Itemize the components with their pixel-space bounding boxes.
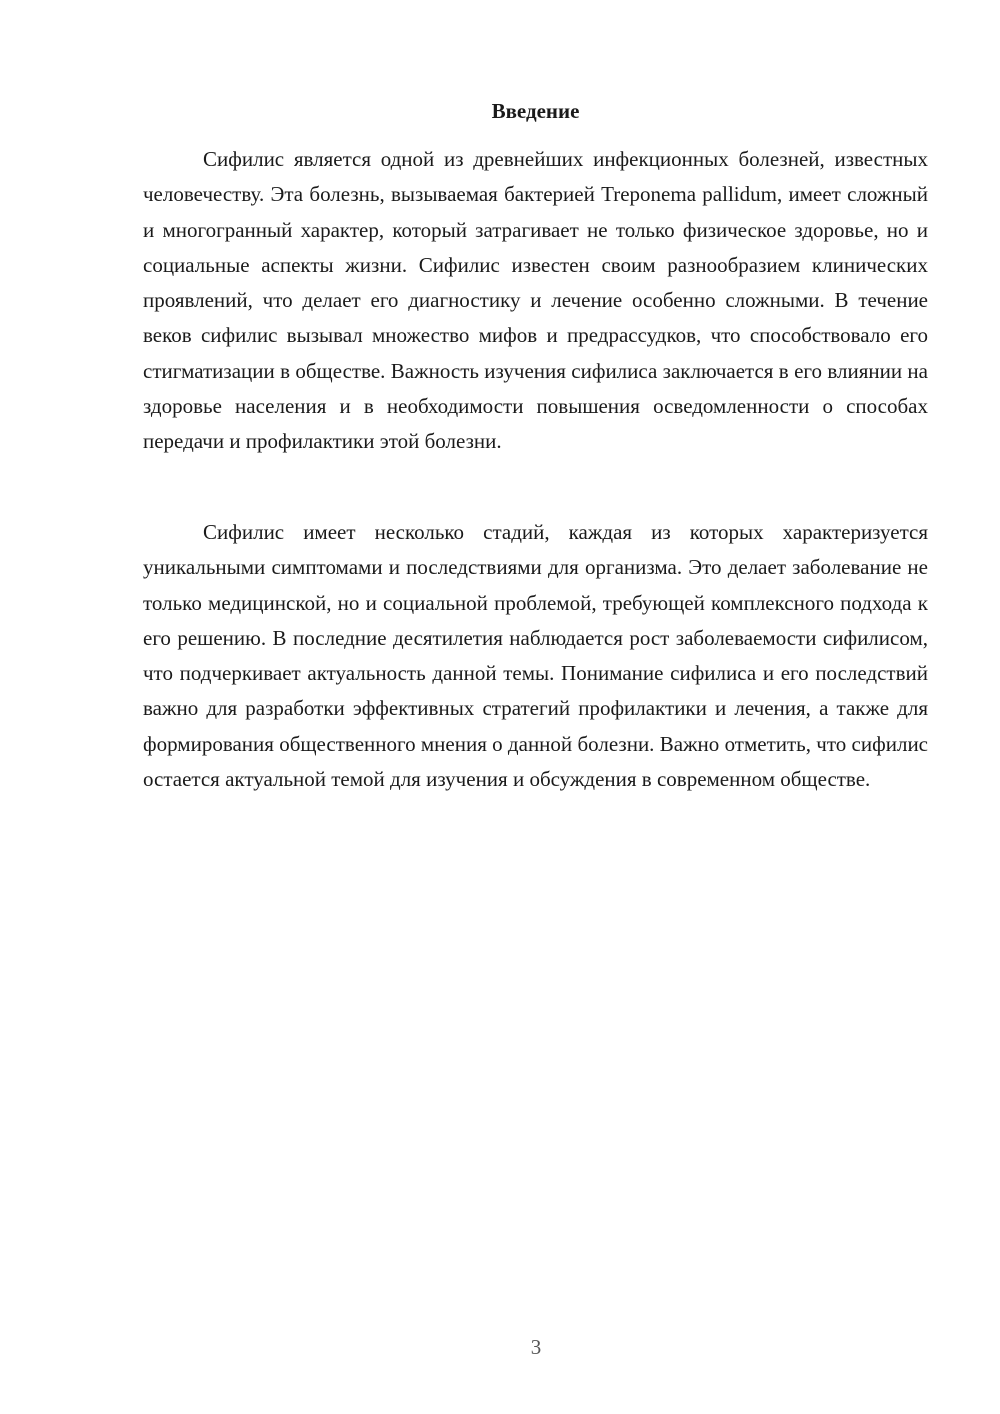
section-heading: Введение — [491, 99, 580, 123]
paragraph-stages: Сифилис имеет несколько стадий, каждая из которых характеризуется уникальными симптомами и последствиями для организма. Это делает заболевание не только медицинской, но и социальной проблемой, требующей комплексного подхода к его решению. В последние десятилетия наблюдается рост заболеваемости сифилисом, что подчеркивает актуальность данной темы. Понимание сифилиса и его последствий важно для разработки эффективных стратегий профилактики и лечения, а также для формирования общественного мнения о данной болезни. Важно отметить, что сифилис остается актуальной темой для изучения и обсуждения в современном обществе. — [143, 520, 928, 792]
page-number: 3 — [530, 1335, 542, 1359]
paragraph-intro: Сифилис является одной из древнейших инфекционных болезней, известных человечеству. Эта болезнь, вызываемая бактерией Treponema pallidum, имеет сложный и многогранный характер, который затрагивает не только физическое здоровье, но и социальные аспекты жизни. Сифилис известен своим разнообразием клинических проявлений, что делает его диагностику и лечение особенно сложными. В течение веков сифилис вызывал множество мифов и предрассудков, что способствовало его стигматизации в обществе. Важность изучения сифилиса заключается в его влиянии на здоровье населения и в необходимости повышения осведомленности о способах передачи и профилактики этой болезни. — [143, 147, 928, 454]
